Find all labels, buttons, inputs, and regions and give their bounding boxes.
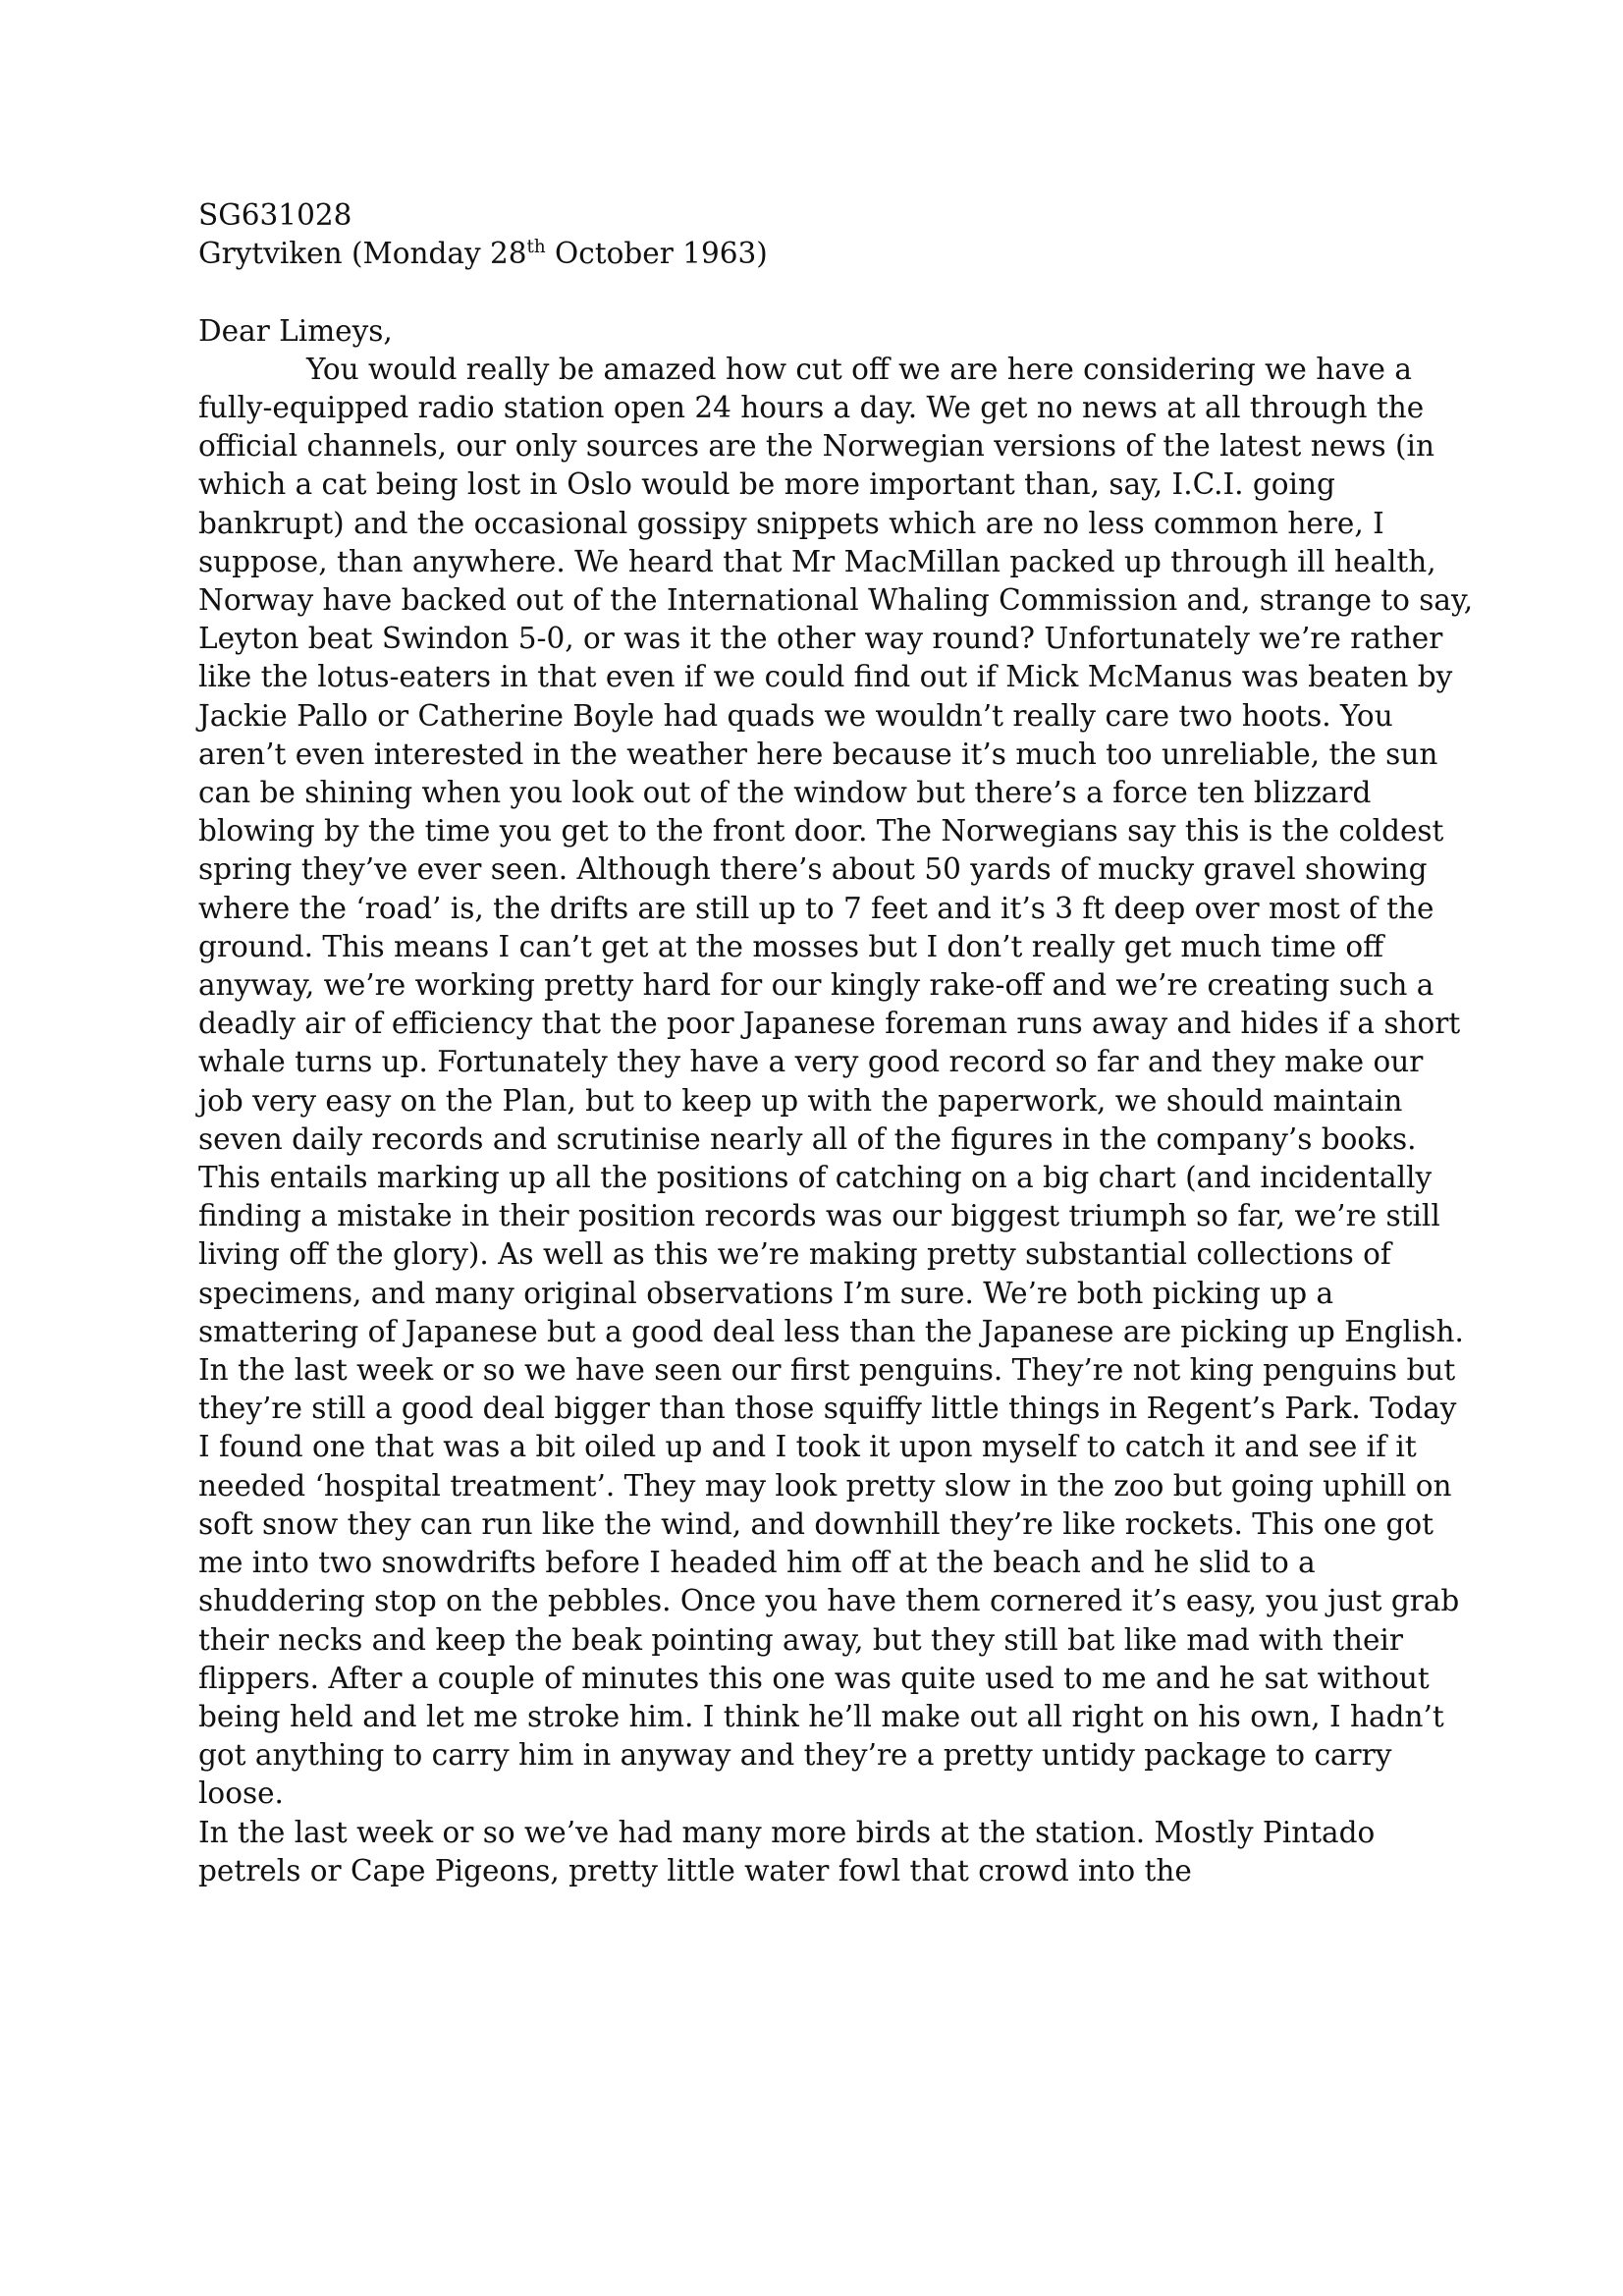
blank-line [198,273,1475,311]
place-date-text: Grytviken (Monday 28 [198,237,527,271]
paragraph-birds: In the last week or so we’ve had many more birds at the station. Mostly Pintado petrels or Cape Pigeons, pretty little water fowl that crowd into the [198,1815,1376,1887]
paragraph-news: You would really be amazed how cut off we are here considering we have a fully-equipped radio station open 24 hours a day. We get no news at all through the official channels, our only sources are the Norwegian versions of the latest news (in which a cat being lost in Oslo would be more important than, say, I.C.I. going bankrupt) and the occasional gossipy snippets which are no less common here, I suppose, than anywhere. We heard that Mr MacMillan packed up through ill health, Norway have backed out of the International Whaling Commission and, strange to say, Leyton beat Swindon 5-0, or was it the other way round? Unfortunately we’re rather like the lotus-eaters in that even if we could find out if Mick McManus was beaten by Jackie Pallo or Catherine Boyle had quads we wouldn’t really care two hoots. You aren’t even interested in the weather here because it’s much too unreliable, the sun can be shining when you look out of the window but there’s a force ten blizzard blowing by the time you get to the front door. The Norwegians say this is the coldest spring they’ve ever seen. Although there’s about 50 yards of mucky gravel showing where the ‘road’ is, the drifts are still up to 7 feet and it’s 3 ft deep over most of the ground. This means I can’t get at the mosses but I don’t really get much time off anyway, we’re working pretty hard for our kingly rake-off and we’re creating such a deadly air of efficiency that the poor Japanese foreman runs away and hides if a short whale turns up. Fortunately they have a very good record so far and they make our job very easy on the Plan, but to keep up with the paperwork, we should maintain seven daily records and scrutinise nearly all of the figures in the company’s books. This entails marking up all the positions of catching on a big chart (and incidentally finding a mistake in their position records was our biggest triumph so far, we’re still living off the glory). As well as this we’re making pretty substantial collections of specimens, and many original observations I’m sure. We’re both picking up a smattering of Japanese but a good deal less than the Japanese are picking up English. [198,352,1474,1348]
reference-code-text: SG631028 [198,198,352,232]
salutation: Dear Limeys, [198,313,393,348]
date-ordinal-suffix: th [526,237,546,258]
reference-code [198,196,1475,235]
paragraph-penguins: In the last week or so we have seen our first penguins. They’re not king penguins but they’re still a good deal bigger than those squiffy little things in Regent’s Park. Today I found one that was a bit oiled up and I took it upon myself to catch it and see if it needed ‘hospital treatment’. They may look pretty slow in the zoo but going uphill on soft snow they can run like the wind, and downhill they’re like rockets. This one got me into two snowdrifts before I headed him off at the beach and he slid to a shuddering stop on the pebbles. Once you have them cornered it’s easy, you just grab their necks and keep the beak pointing away, but they still bat like mad with their flippers. After a couple of minutes this one was quite used to me and he sat without being held and let me stroke him. I think he’ll make out all right on his own, I hadn’t got anything to carry him in anyway and they’re a pretty untidy package to carry loose. [198,1353,1460,1811]
place-date-line [198,235,1475,273]
letter-page [198,196,1475,1890]
date-rest-text: October 1963) [545,237,768,271]
